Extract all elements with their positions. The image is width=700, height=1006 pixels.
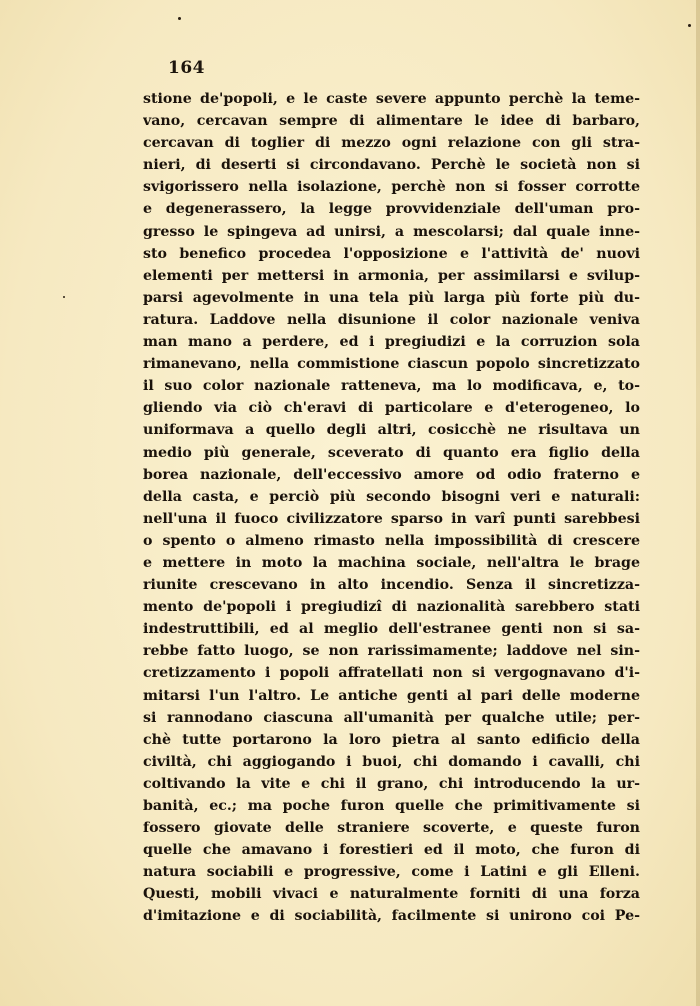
text-line: cercavan di toglier di mezzo ogni relazione con gli stra-	[143, 135, 640, 152]
text-line: ratura. Laddove nella disunione il color nazionale veniva	[143, 311, 640, 328]
text-line: rimanevano, nella commistione ciascun popolo sincretizzato	[143, 356, 640, 373]
text-line: vano, cercavan sempre di alimentare le idee di barbaro,	[143, 113, 640, 130]
page-edge	[696, 0, 700, 1006]
text-line: stione de'popoli, e le caste severe appunto perchè la teme-	[143, 91, 640, 107]
text-line: mento de'popoli i pregiudizî di nazionalità sarebbero stati	[143, 599, 640, 616]
text-line: medio più generale, sceverato di quanto era figlio della	[143, 444, 640, 461]
text-line: banità, ec.; ma poche furon quelle che primitivamente si	[143, 798, 640, 814]
text-line: natura sociabili e progressive, come i Latini e gli Elleni.	[143, 864, 640, 881]
text-line: si rannodano ciascuna all'umanità per qualche utile; per-	[143, 709, 640, 726]
text-line: Questi, mobili vivaci e naturalmente forniti di una forza	[143, 886, 640, 903]
text-line: civiltà, chi aggiogando i buoi, chi domando i cavalli, chi	[143, 753, 640, 770]
body-text	[143, 88, 640, 928]
text-line: borea nazionale, dell'eccessivo amore od odio fraterno e	[143, 466, 640, 483]
text-line: gliendo via ciò ch'eravi di particolare e d'eterogeneo, lo	[143, 400, 640, 417]
ink-speck	[63, 296, 65, 298]
text-line: indestruttibili, ed al meglio dell'estranee genti non si sa-	[143, 621, 640, 638]
text-line: e degenerassero, la legge provvidenziale dell'uman pro-	[143, 201, 640, 218]
text-line: fossero giovate delle straniere scoverte, e queste furon	[143, 820, 640, 837]
text-line: nieri, di deserti si circondavano. Perchè le società non si	[143, 157, 640, 174]
text-line: parsi agevolmente in una tela più larga più forte più du-	[143, 289, 640, 306]
text-line: mitarsi l'un l'altro. Le antiche genti al pari delle moderne	[143, 687, 640, 704]
text-line: quelle che amavano i forestieri ed il moto, che furon di	[143, 842, 640, 859]
text-line: coltivando la vite e chi il grano, chi introducendo la ur-	[143, 775, 640, 792]
text-line: gresso le spingeva ad unirsi, a mescolarsi; dal quale inne-	[143, 223, 640, 240]
text-line: il suo color nazionale ratteneva, ma lo modificava, e, to-	[143, 378, 640, 395]
text-line: della casta, e perciò più secondo bisogni veri e naturali:	[143, 488, 640, 505]
text-line: o spento o almeno rimasto nella impossibilità di crescere	[143, 532, 640, 549]
text-line: e mettere in moto la machina sociale, nell'altra le brage	[143, 554, 640, 571]
text-line: svigorissero nella isolazione, perchè non si fosser corrotte	[143, 179, 640, 196]
ink-speck	[178, 17, 181, 20]
text-line: chè tutte portarono la loro pietra al santo edificio della	[143, 731, 640, 748]
text-line: riunite crescevano in alto incendio. Senza il sincretizza-	[143, 577, 640, 594]
text-line: nell'una il fuoco civilizzatore sparso in varî punti sarebbesi	[143, 510, 640, 527]
text-line: elementi per mettersi in armonia, per assimilarsi e svilup-	[143, 267, 640, 284]
text-line: uniformava a quello degli altri, cosicchè ne risultava un	[143, 422, 640, 439]
ink-speck	[688, 24, 691, 27]
page-number: 164	[168, 58, 205, 78]
text-line: cretizzamento i popoli affratellati non si vergognavano d'i-	[143, 665, 640, 682]
text-line: d'imitazione e di sociabilità, facilmente si unirono coi Pe-	[143, 908, 640, 925]
text-line: rebbe fatto luogo, se non rarissimamente; laddove nel sin-	[143, 643, 640, 660]
text-line: man mano a perdere, ed i pregiudizi e la corruzion sola	[143, 334, 640, 351]
text-line: sto benefico procedea l'opposizione e l'attività de' nuovi	[143, 245, 640, 262]
